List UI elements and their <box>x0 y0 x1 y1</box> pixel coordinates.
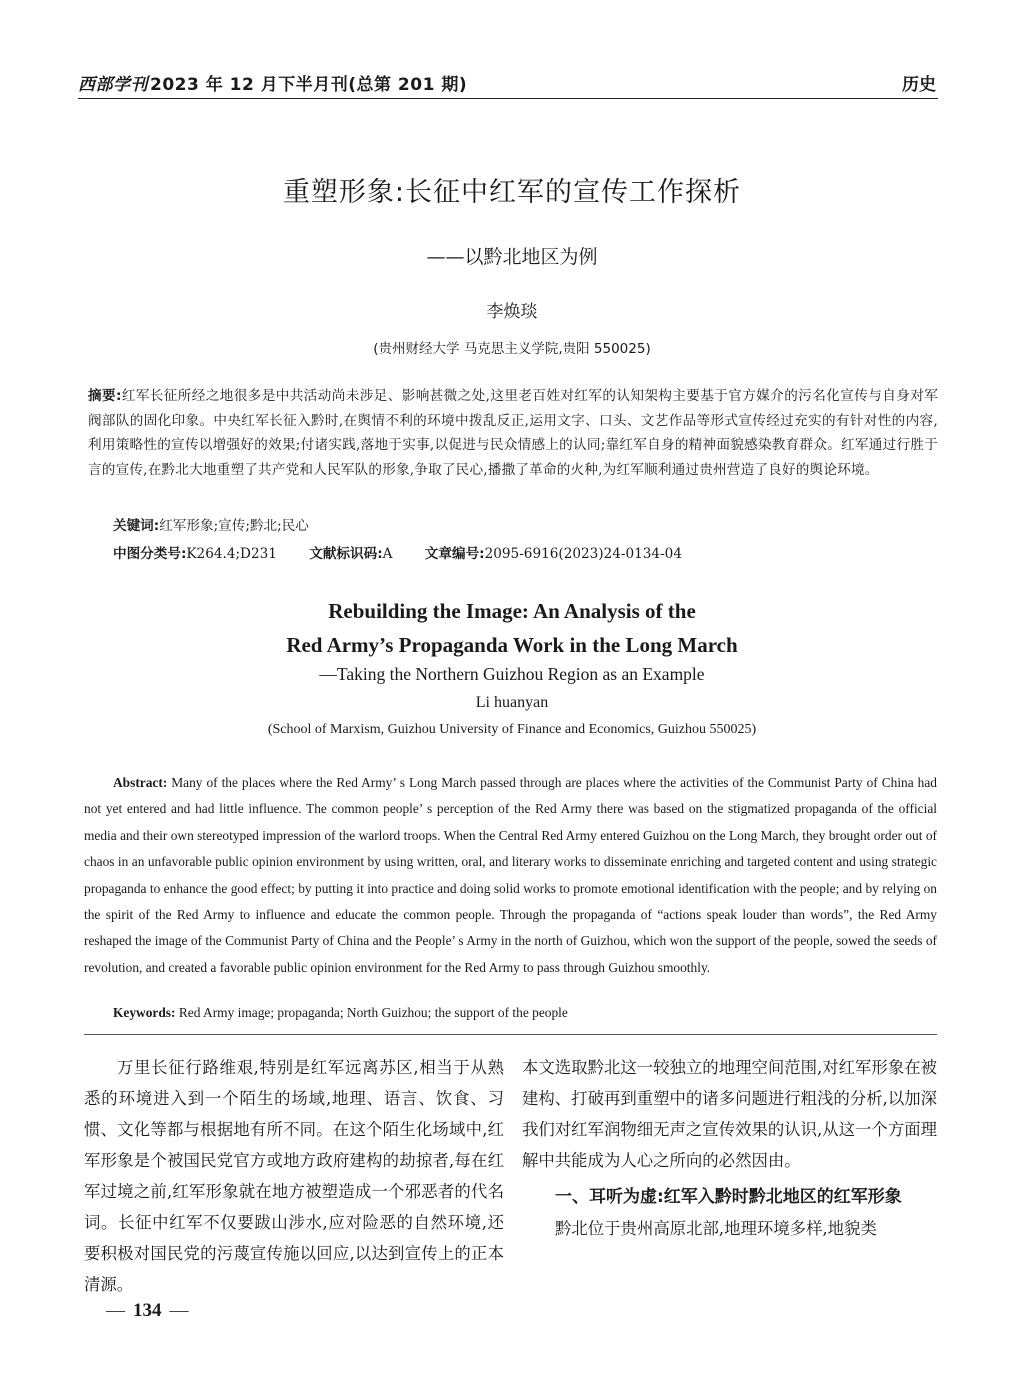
keywords-zh-label: 关键词: <box>113 518 160 534</box>
dash-right: — <box>169 1300 189 1321</box>
article-subtitle-en: —Taking the Northern Guizhou Region as an Example <box>319 664 705 684</box>
section-label: 历史 <box>902 75 936 95</box>
body-paragraph-start: 黔北位于贵州高原北部,地理环境多样,地貌类 <box>555 1219 877 1238</box>
author-en: Li huanyan <box>475 694 549 711</box>
clc-label: 中图分类号: <box>113 546 187 562</box>
keywords-zh-text: 红军形象;宣传;黔北;民心 <box>159 518 309 534</box>
article-label: 文章编号: <box>424 546 485 562</box>
classification-info <box>113 542 913 562</box>
title-en-line2: Red Army’s Propaganda Work in the Long March <box>286 633 738 657</box>
page-number <box>98 1300 197 1322</box>
article-value: 2095-6916(2023)24-0134-04 <box>484 546 682 562</box>
article-title-zh: 重塑形象:长征中红军的宣传工作探析 <box>282 177 742 208</box>
keywords-en-text: Red Army image; propaganda; North Guizhou; the support of the people <box>178 1005 568 1020</box>
doc-value: A <box>382 546 393 562</box>
page-number-value: 134 <box>133 1300 162 1321</box>
body-column-left <box>84 1052 504 1300</box>
keywords-zh <box>113 514 309 534</box>
section-heading: 一、耳听为虚:红军入黔时黔北地区的红军形象 <box>555 1187 902 1207</box>
article-number <box>425 542 682 562</box>
abstract-zh-text: 红军长征所经之地很多是中共活动尚未涉足、影响甚微之处,这里老百姓对红军的认知架构主要基于官方媒介的污名化宣传与自身对军阀部队的固化印象。中央红军长征入黔时,在舆情不利的环境中拨乱反正,运用文字、口头、文艺作品等形式宣传经过充实的有针对性的内容,利用策略性的宣传以增强好的效果;付诸实践,落地于实事,以促进与民众情感上的认同;靠红军自身的精神面貌感染教育群众。红军通过行胜于言的宣传,在黔北大地重塑了共产党和人民军队的形象,争取了民心,播撒了革命的火种,为红军顺利通过贵州营造了良好的舆论环境。 <box>88 388 938 479</box>
issue-text: 2023 年 12 月下半月刊(总第 201 期) <box>150 75 468 95</box>
clc-number <box>113 542 277 562</box>
keywords-en <box>113 1005 568 1021</box>
author-zh: 李焕琰 <box>486 302 538 322</box>
article-title-en <box>0 594 1024 662</box>
doc-label: 文献标识码: <box>309 546 383 562</box>
abstract-en-text: Many of the places where the Red Army’ s Long March passed through are places where the activities of the Communist Party of China had not yet entered and had little influence. The common people’ s perception of the Red Army there was based on the stigmatized propaganda of the official media and their own stereotyped impression of the warlord troops. When the Central Red Army entered Guizhou on the Long March, they brought order out of chaos in an unfavorable public opinion environment by using written, oral, and literary works to disseminate enriching and targeted content and using strategic propaganda to enhance the good effect; by putting it into practice and doing solid works to promote emotional identification with the people; and by relying on the spirit of the Red Army to influence and educate the common people. Through the propaganda of “actions speak louder than words”, the Red Army reshaped the image of the Communist Party of China and the People’ s Army in the north of Guizhou, which won the support of the people, sowed the seeds of revolution, and created a favorable public opinion environment for the Red Army to pass through Guizhou smoothly. <box>84 775 937 975</box>
body-paragraph: 本文选取黔北这一较独立的地理空间范围,对红军形象在被建构、打破再到重塑中的诸多问题进行粗浅的分析,以加深我们对红军润物细无声之宣传效果的认识,从这一个方面理解中共能成为人心之所向的必然因由。 <box>522 1058 937 1170</box>
abstract-en-label: Abstract: <box>113 775 168 790</box>
affiliation-en: (School of Marxism, Guizhou University of Finance and Economics, Guizhou 550025) <box>267 722 757 737</box>
running-header <box>78 70 938 99</box>
abstract-zh-label: 摘要: <box>88 388 122 404</box>
journal-issue <box>78 70 467 95</box>
keywords-en-label: Keywords: <box>113 1005 176 1020</box>
article-subtitle-zh: ——以黔北地区为例 <box>426 246 598 268</box>
journal-logo: 西部学刊 <box>78 75 148 95</box>
abstract-en <box>84 770 937 981</box>
affiliation-zh: (贵州财经大学 马克思主义学院,贵阳 550025) <box>373 341 651 357</box>
title-en-line1: Rebuilding the Image: An Analysis of the <box>328 599 696 623</box>
body-column-right <box>522 1052 937 1244</box>
clc-value: K264.4;D231 <box>186 546 277 562</box>
body-paragraph: 万里长征行路维艰,特别是红军远离苏区,相当于从熟悉的环境进入到一个陌生的场域,地理、语言、饮食、习惯、文化等都与根据地有所不同。在这个陌生化场域中,红军形象是个被国民党官方或地方政府建构的劫掠者,每在红军过境之前,红军形象就在地方被塑造成一个邪恶者的代名词。长征中红军不仅要跋山涉水,应对险恶的自然环境,还要积极对国民党的污蔑宣传施以回应,以达到宣传上的正本清源。 <box>84 1058 504 1294</box>
dash-left: — <box>106 1300 125 1321</box>
doc-code <box>309 542 392 562</box>
abstract-zh <box>88 384 938 483</box>
section-divider <box>84 1034 937 1035</box>
